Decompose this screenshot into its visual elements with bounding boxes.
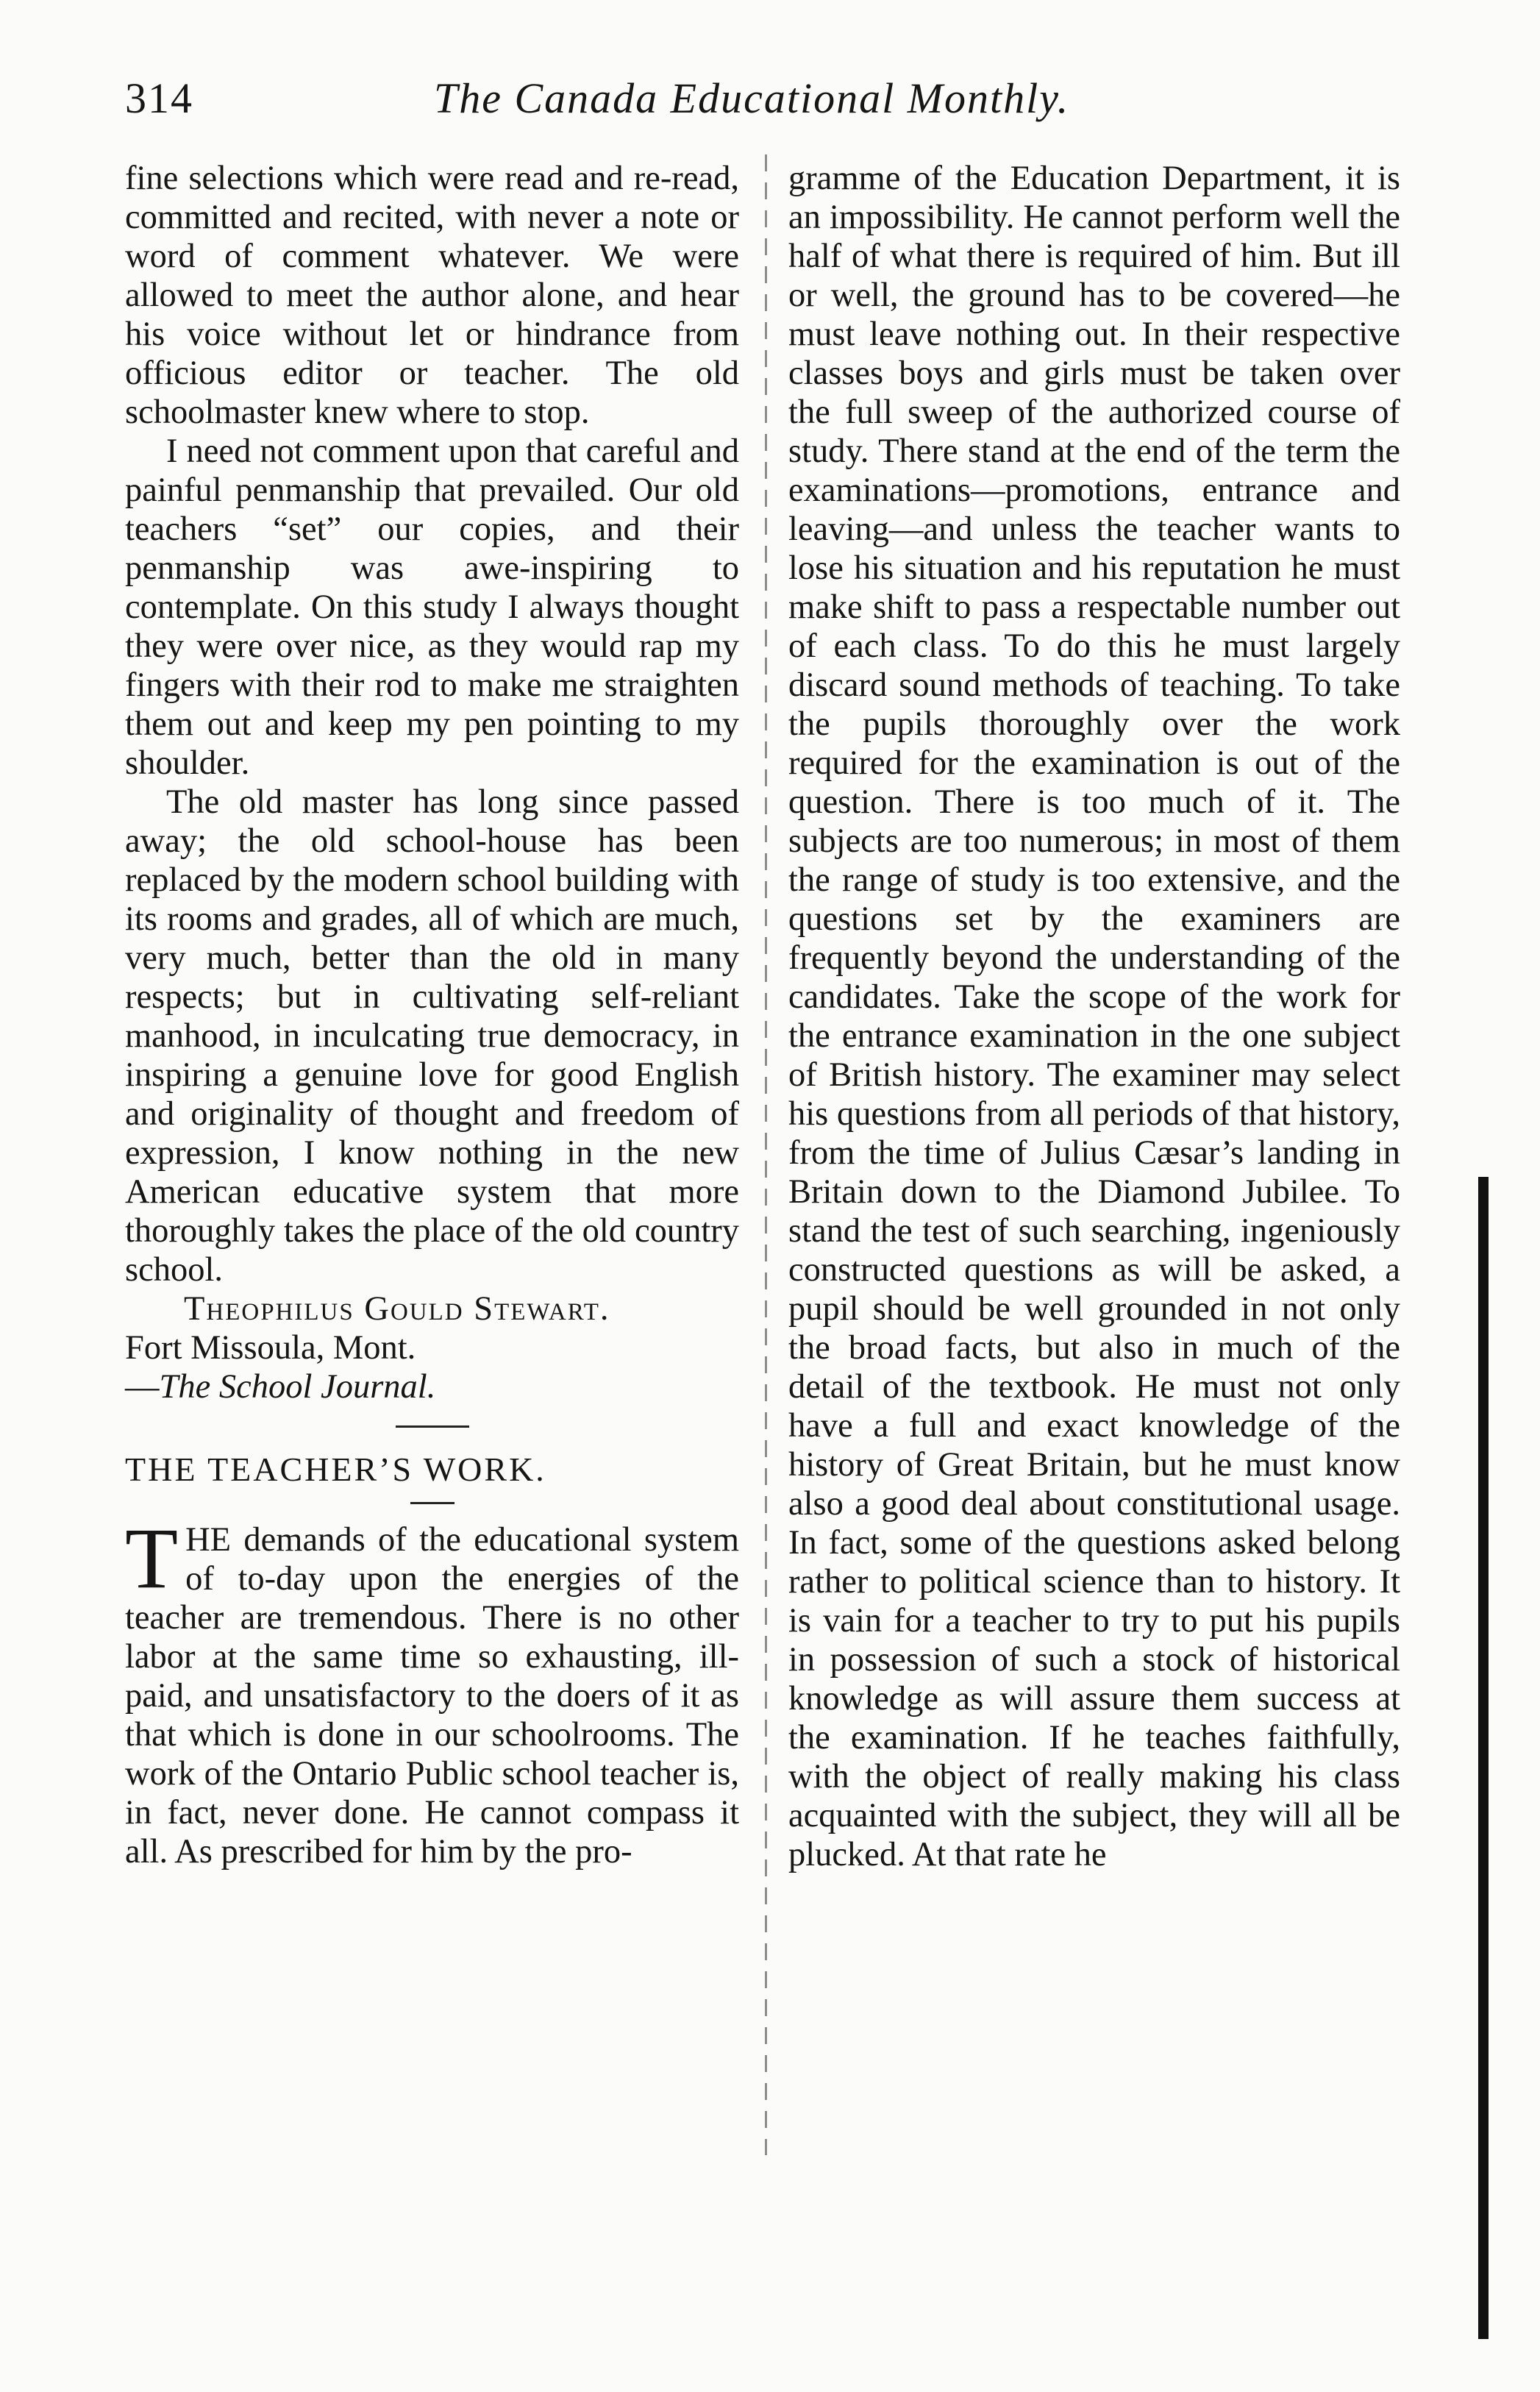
paragraph: The old master has long since passed away; the old school-house has been replaced by the modern school building with its rooms and grades, all of which are much, very much, better than the old in many respects; but in cultivating self-reliant manhood, in inculcating true democracy, in inspiring a genuine love for good English and originality of thought and freedom of expression, I know nothing in the new American educative system that more thoroughly takes the place of the old country school.	[125, 783, 739, 1289]
author-location: Fort Missoula, Mont.	[125, 1329, 416, 1367]
paragraph: gramme of the Education Department, it is an impossibility. He cannot perform well the half of what there is required of him. But ill or well, the ground has to be covered—he must leave nothing out. In their respective classes boys and girls must be taken over the full sweep of the authorized course of study. There stand at the end of the term the examinations—promotions, entrance and leaving—and unless the teacher wants to lose his situation and his reputation he must make shift to pass a respectable number out of each class. To do this he must largely discard sound methods of teaching. To take the pupils thoroughly over the work required for the examination is out of the question. There is too much of it. The subjects are too numerous; in most of them the range of study is too extensive, and the questions set by the examiners are frequently beyond the understanding of the candidates. Take the scope of the work for the entrance examination in the one subject of British history. The examiner may select his questions from all periods of that history, from the time of Julius Cæsar’s landing in Britain down to the Diamond Jubilee. To stand the test of such searching, ingeniously constructed questions as will be asked, a pupil should be well grounded in not only the broad facts, but also in much of the detail of the textbook. He must not only have a full and exact knowledge of the history of Great Britain, but he must know also a good deal about constitutional usage. In fact, some of the questions asked belong rather to political science than to history. It is vain for a teacher to try to put his pupils in possession of such a stock of historical knowledge as will assure them success at the examination. If he teaches faithfully, with the object of really making his class acquainted with the subject, they will all be plucked. At that rate he	[788, 160, 1400, 1873]
source-dash: —	[125, 1368, 160, 1406]
scan-edge-shadow	[1478, 1177, 1489, 2339]
section-title: THE TEACHER’S WORK.	[125, 1450, 546, 1488]
title-divider	[410, 1502, 454, 1504]
author-signature: Theophilus Gould Stewart.	[184, 1290, 610, 1328]
page-header	[125, 66, 1405, 132]
paragraph-text: HE demands of the educational system of to-day upon the energies of the teacher are tremendous. There is no other labor at the same time so exhausting, ill-paid, and unsatisfactory to the doers of it as that which is done in our schoolrooms. The work of the Ontario Public school teacher is, in fact, never done. He cannot compass it all. As prescribed for him by the pro-	[125, 1521, 739, 1870]
running-title: The Canada Educational Monthly.	[434, 74, 1070, 122]
source-citation	[125, 1367, 739, 1406]
left-column	[125, 159, 739, 1871]
paragraph-with-dropcap	[125, 1510, 739, 1871]
drop-cap: T	[125, 1510, 179, 1606]
paragraph: fine selections which were read and re-read, committed and recited, with never a note or word of comment whatever. We were allowed to meet the author alone, and hear his voice without let or hindrance from officious editor or teacher. The old schoolmaster knew where to stop.	[125, 160, 739, 431]
column-rule	[765, 154, 767, 2155]
page-number: 314	[125, 74, 193, 122]
paragraph: I need not comment upon that careful and painful penmanship that prevailed. Our old teachers “set” our copies, and their penmanship was awe-inspiring to contemplate. On this study I always thought they were over nice, as they would rap my fingers with their rod to make me straighten them out and keep my pen pointing to my shoulder.	[125, 433, 739, 782]
section-divider	[396, 1425, 469, 1428]
right-column	[788, 159, 1400, 1874]
source-journal: The School Journal.	[159, 1368, 436, 1406]
